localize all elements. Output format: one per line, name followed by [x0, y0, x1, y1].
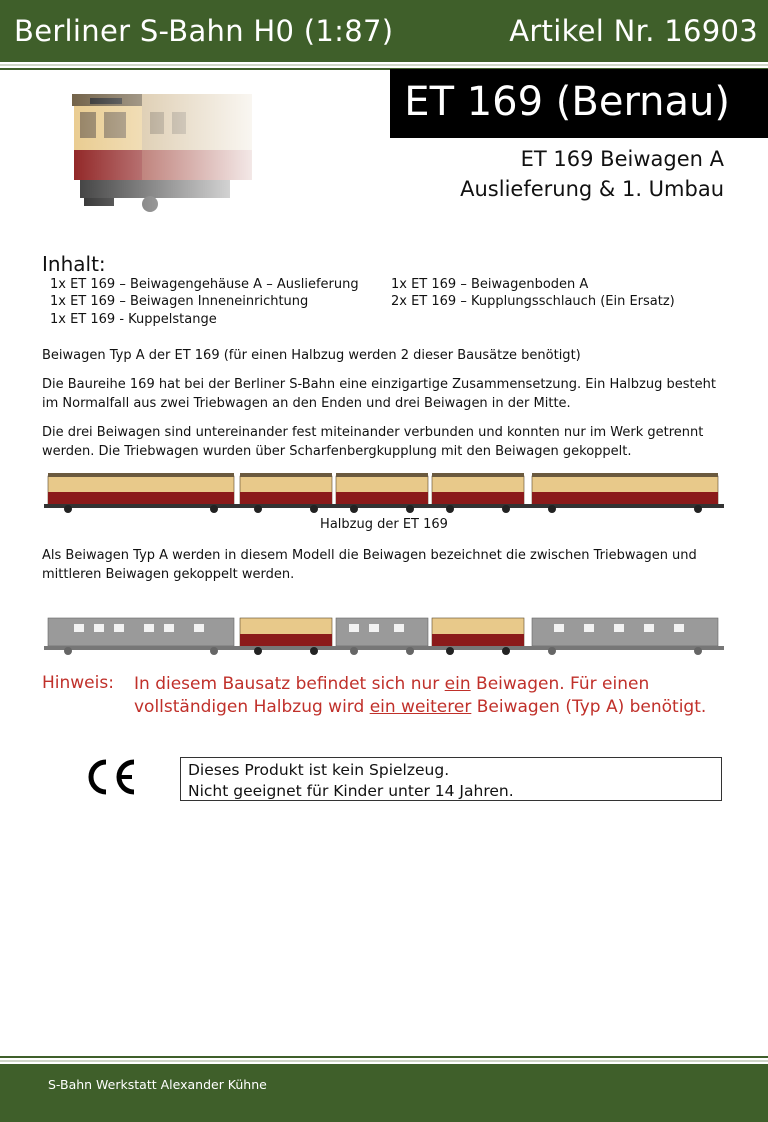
contents-item: 2x ET 169 – Kupplungsschlauch (Ein Ersatz): [391, 294, 675, 309]
safety-notice-box: [180, 757, 722, 801]
header-stripes: [0, 60, 768, 68]
header-series: Berliner S-Bahn H0 (1:87): [14, 14, 394, 48]
hint-label: Hinweis:: [42, 673, 114, 693]
contents-item: 1x ET 169 – Beiwagenboden A: [391, 277, 589, 292]
train-caption: Halbzug der ET 169: [320, 517, 448, 532]
railcar-front-image: [60, 72, 260, 232]
contents-heading: Inhalt:: [42, 252, 106, 276]
safety-notice-line: Nicht geeignet für Kinder unter 14 Jahren.: [188, 782, 514, 800]
header-article-number: Artikel Nr. 16903: [509, 14, 758, 48]
hint-text: In diesem Bausatz befindet sich nur ein Beiwagen. Für einen vollständigen Halbzug wird ein weiterer Beiwagen (Typ A) benötigt.: [134, 674, 707, 717]
contents-item: 1x ET 169 – Beiwagengehäuse A – Auslieferung: [50, 277, 359, 292]
footer-bar: [0, 1066, 768, 1122]
contents-item: 1x ET 169 - Kuppelstange: [50, 312, 217, 327]
contents-item: 1x ET 169 – Beiwagen Inneneinrichtung: [50, 294, 309, 309]
footer-stripes: [0, 1056, 768, 1064]
title-box: [390, 69, 768, 138]
paragraph-type-a: Als Beiwagen Typ A werden in diesem Modell die Beiwagen bezeichnet die zwischen Triebwagen und mittleren Beiwagen gekoppelt werden.: [42, 548, 697, 582]
train-halfset-image: [44, 472, 724, 514]
subtitle-line-1: ET 169 Beiwagen A: [520, 147, 724, 171]
paragraph-coupling: Die drei Beiwagen sind untereinander fest miteinander verbunden und konnten nur im Werk getrennt werden. Die Triebwagen wurden über Scharfenbergkupplung mit den Beiwagen gekoppelt.: [42, 425, 704, 459]
safety-notice-line: Dieses Produkt ist kein Spielzeug.: [188, 761, 450, 779]
footer-text: S-Bahn Werkstatt Alexander Kühne: [48, 1077, 267, 1092]
subtitle-line-2: Auslieferung & 1. Umbau: [460, 177, 724, 201]
train-type-a-highlight-image: [44, 614, 724, 656]
header-bar: [0, 0, 768, 60]
ce-mark-icon: [84, 758, 140, 796]
page-title: ET 169 (Bernau): [404, 79, 730, 125]
paragraph-type: Beiwagen Typ A der ET 169 (für einen Halbzug werden 2 dieser Bausätze benötigt): [42, 348, 581, 363]
paragraph-series: Die Baureihe 169 hat bei der Berliner S-Bahn eine einzigartige Zusammensetzung. Ein Halbzug besteht im Normalfall aus zwei Triebwagen an den Enden und drei Beiwagen in der Mitte.: [42, 377, 716, 411]
